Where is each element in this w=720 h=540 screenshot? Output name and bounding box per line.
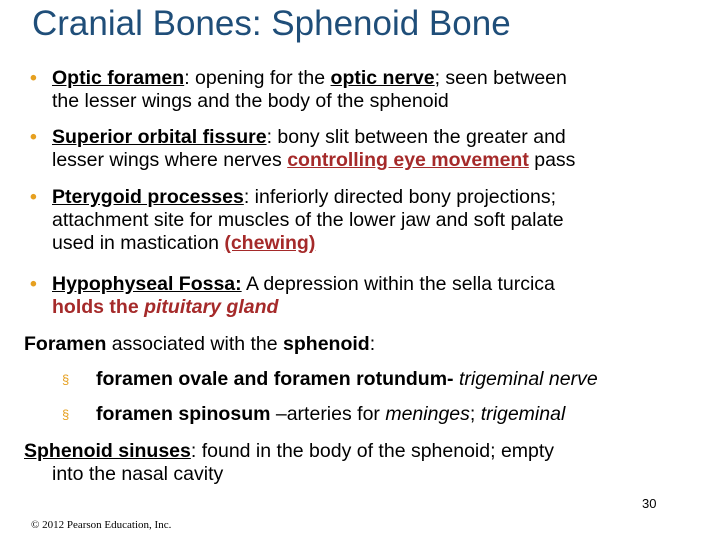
term-pterygoid-processes: Pterygoid processes — [52, 186, 244, 208]
key-chewing: (chewing) — [224, 232, 316, 254]
bullet-hypophyseal-fossa: • Hypophyseal Fossa: A depression within the sella turcica holds the pituitary gland — [30, 273, 555, 318]
sub-bullet-marker: § — [62, 407, 70, 422]
slide-title: Cranial Bones: Sphenoid Bone — [32, 4, 511, 43]
term-sphenoid-sinuses: Sphenoid sinuses — [24, 440, 191, 462]
sub-bullet-marker: § — [62, 372, 70, 387]
foramen-item-ovale-rotundum: § foramen ovale and foramen rotundum- trigeminal nerve — [62, 368, 598, 390]
bullet-marker: • — [30, 126, 37, 148]
term-hypophyseal-fossa: Hypophyseal Fossa: — [52, 273, 242, 295]
bullet-marker: • — [30, 67, 37, 89]
foramen-item-spinosum: § foramen spinosum –arteries for meninges; trigeminal — [62, 403, 566, 425]
bullet-superior-orbital-fissure: • Superior orbital fissure: bony slit between the greater and lesser wings where nerves controlling eye movement pass — [30, 126, 576, 171]
bullet-marker: • — [30, 273, 37, 295]
key-pituitary-gland: pituitary gland — [144, 296, 279, 318]
sphenoid-sinuses: Sphenoid sinuses: found in the body of the sphenoid; empty into the nasal cavity — [24, 440, 555, 485]
bullet-pterygoid-processes: • Pterygoid processes: inferiorly directed bony projections; attachment site for muscles of the lower jaw and soft palate used in mastication (chewing) — [30, 186, 564, 254]
foramen-heading: Foramen associated with the sphenoid: — [24, 333, 376, 355]
page-number: 30 — [642, 496, 657, 511]
bullet-marker: • — [30, 186, 37, 208]
term-superior-orbital-fissure: Superior orbital fissure — [52, 126, 267, 148]
key-controlling-eye-movement: controlling eye movement — [287, 149, 529, 171]
key-optic-nerve: optic nerve — [330, 67, 435, 89]
bullet-optic-foramen: • Optic foramen: opening for the optic nerve; seen between the lesser wings and the body of the sphenoid — [30, 67, 567, 112]
copyright-notice: © 2012 Pearson Education, Inc. — [31, 519, 172, 531]
term-optic-foramen: Optic foramen — [52, 67, 185, 89]
